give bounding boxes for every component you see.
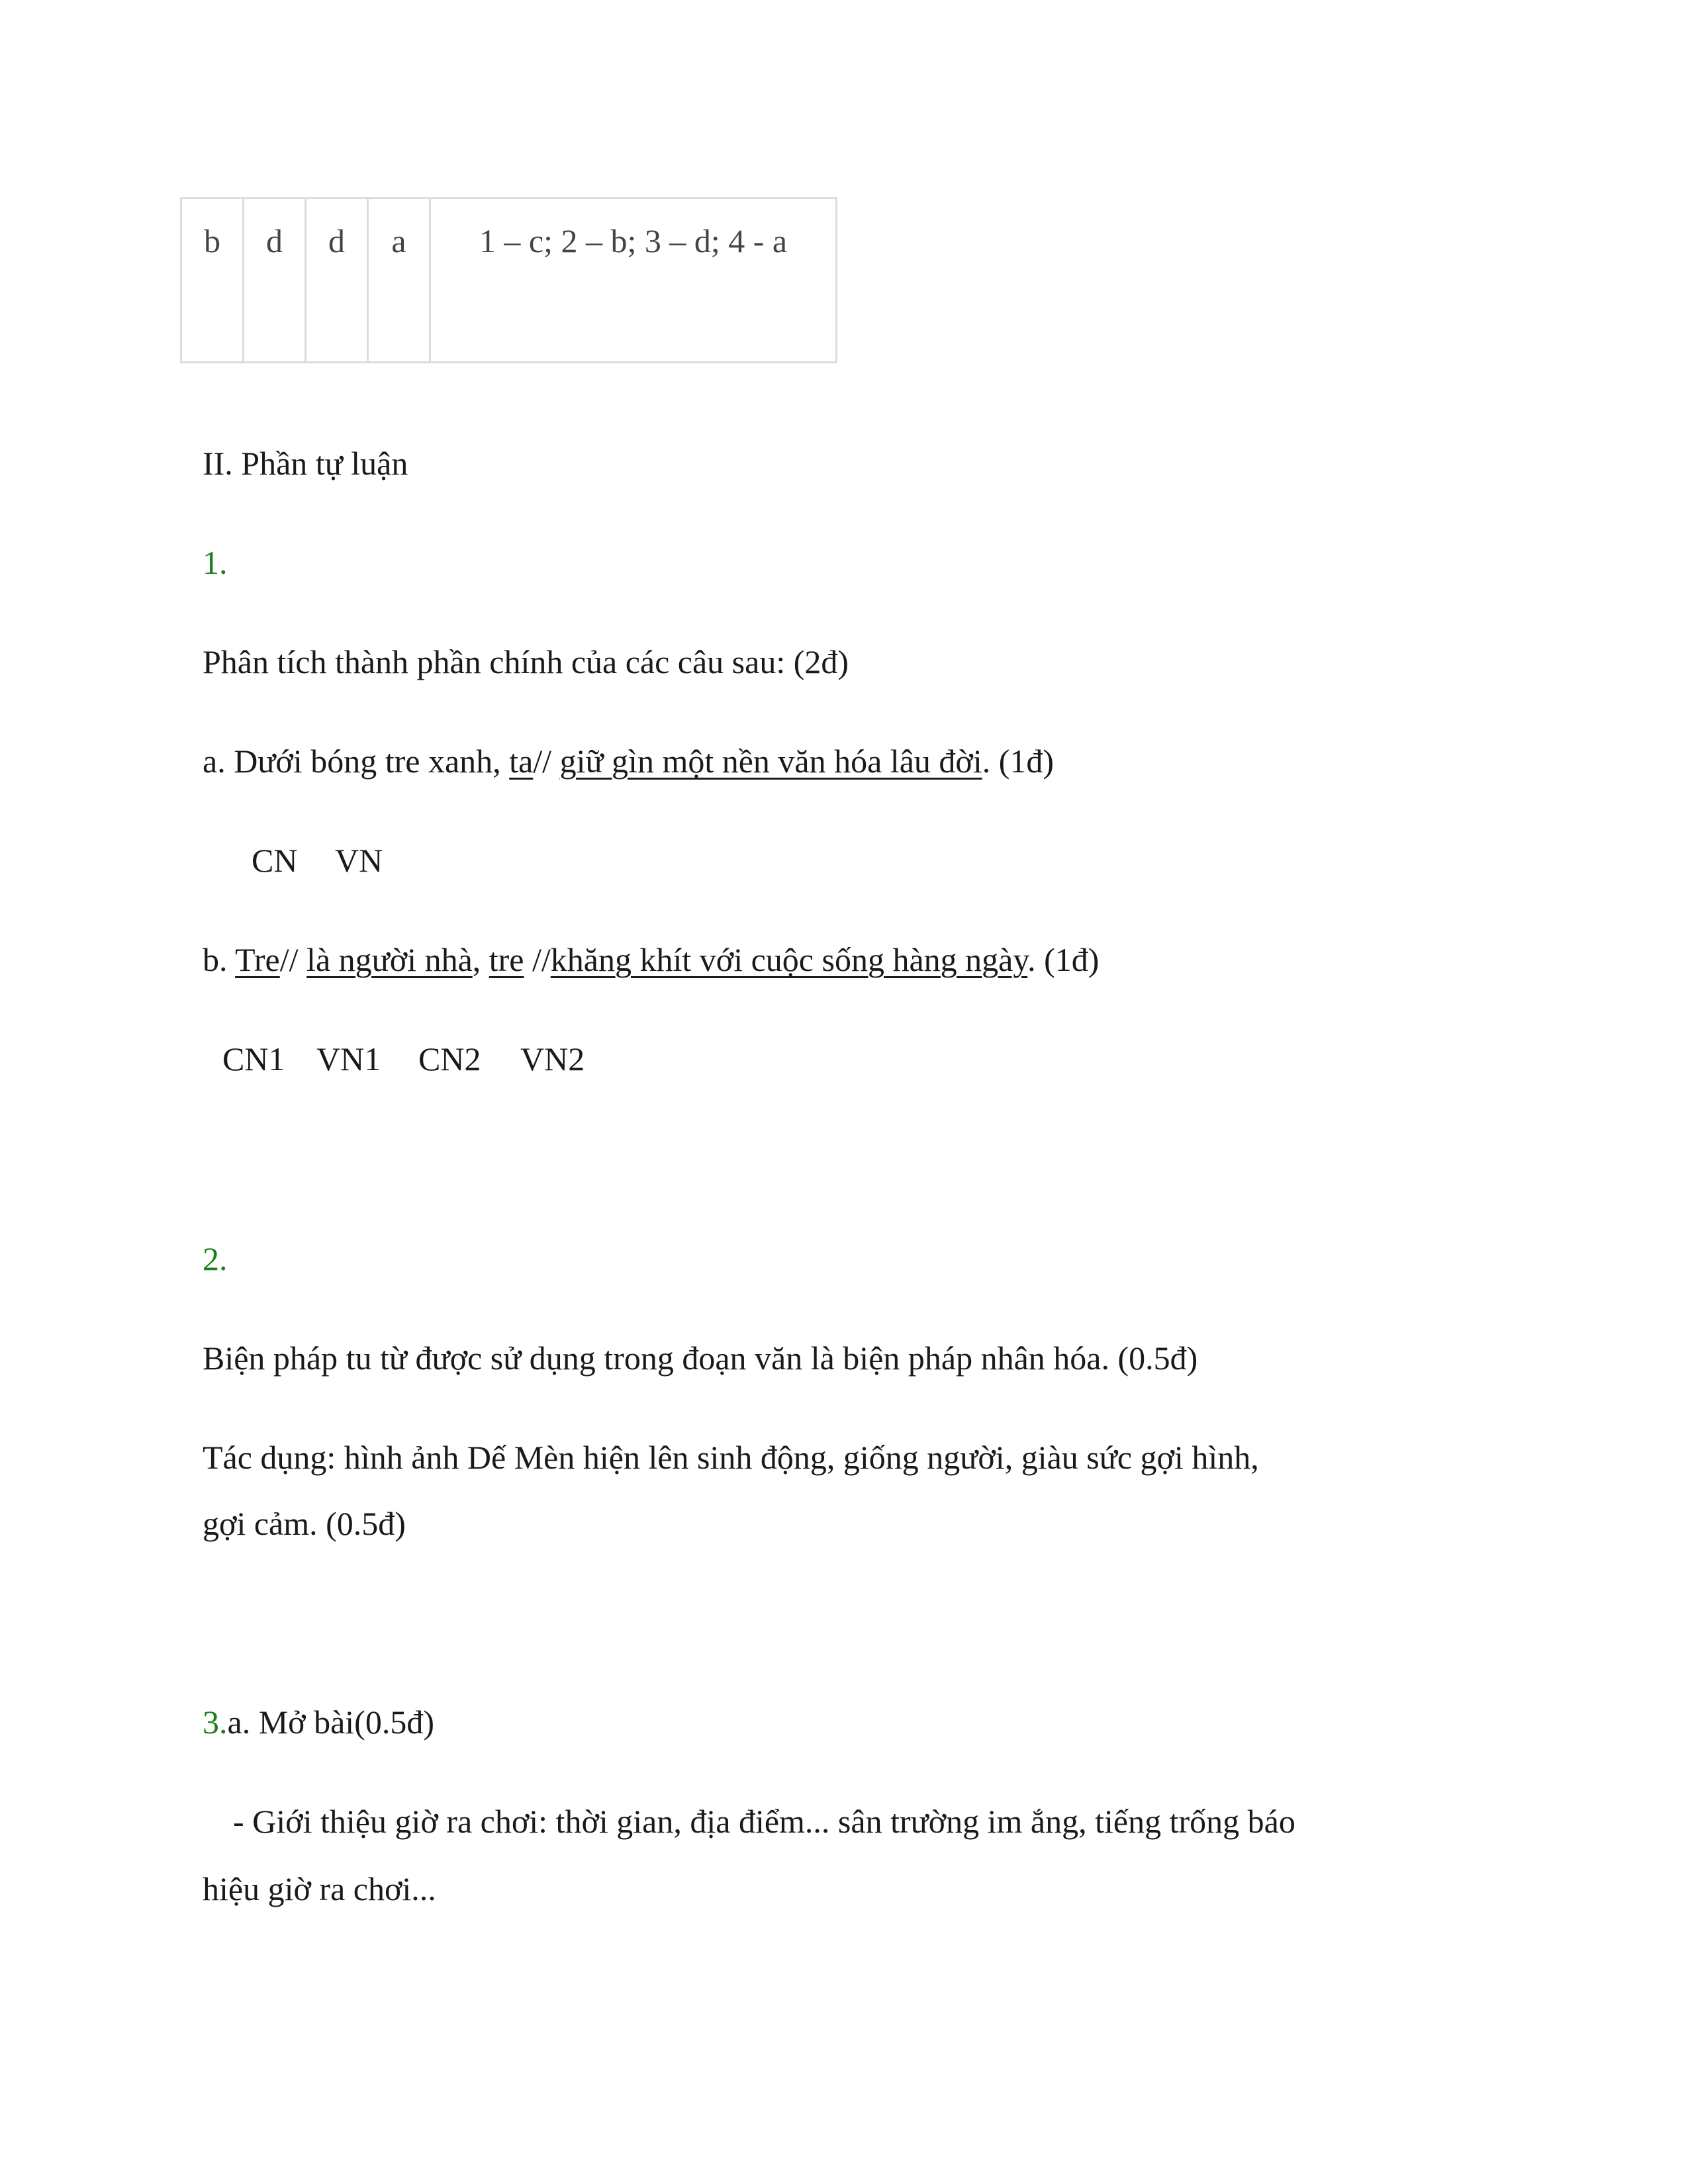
table-row [181, 199, 837, 363]
sentence-b-separator-1: // [279, 941, 307, 978]
label-cn: CN [252, 842, 298, 879]
sentence-b-subject-1: Tre [235, 941, 280, 978]
section-title: II. Phần tự luận [203, 445, 408, 482]
label-cn2: CN2 [418, 1040, 481, 1077]
q3-line-1: - Giới thiệu giờ ra chơi: thời gian, địa điểm... sân trường im ắng, tiếng trống báo [233, 1803, 1295, 1840]
q2-line-1: Biện pháp tu từ được sử dụng trong đoạn văn là biện pháp nhân hóa. (0.5đ) [203, 1340, 1198, 1377]
table-cell: b [181, 199, 244, 363]
sentence-a-prefix: a. Dưới bóng tre xanh, [203, 743, 510, 780]
q1-sentence-b [203, 940, 1099, 979]
sentence-b-subject-2: tre [489, 941, 524, 978]
sentence-a-suffix: . (1đ) [982, 743, 1055, 780]
table-cell: d [244, 199, 306, 363]
sentence-b-predicate-2: khăng khít với cuộc sống hàng ngày [550, 941, 1028, 978]
q3-heading-text: a. Mở bài(0.5đ) [227, 1704, 434, 1741]
sentence-b-comma: , [472, 941, 489, 978]
sentence-b-prefix: b. [203, 941, 236, 978]
sentence-a-separator: // [533, 743, 560, 780]
q3-heading [203, 1702, 434, 1742]
q1-sentence-a [203, 741, 1054, 781]
question-number-1: 1. [203, 544, 228, 581]
label-cn1: CN1 [222, 1040, 285, 1077]
q1-prompt: Phân tích thành phần chính của các câu sau: (2đ) [203, 643, 849, 680]
question-number-2: 2. [203, 1240, 228, 1277]
table-cell: a [368, 199, 430, 363]
answer-table [180, 197, 837, 363]
table-cell: 1 – c; 2 – b; 3 – d; 4 - a [430, 199, 837, 363]
label-vn: VN [335, 842, 383, 879]
sentence-a-predicate: giữ gìn một nền văn hóa lâu đời [559, 743, 982, 780]
q2-line-2: Tác dụng: hình ảnh Dế Mèn hiện lên sinh động, giống người, giàu sức gợi hình, [203, 1439, 1259, 1476]
table-cell: d [306, 199, 368, 363]
sentence-b-suffix: . (1đ) [1027, 941, 1100, 978]
question-number-3: 3. [203, 1704, 228, 1741]
q3-line-2: hiệu giờ ra chơi... [203, 1870, 436, 1907]
label-vn2: VN2 [520, 1040, 585, 1077]
sentence-b-separator-2: // [524, 941, 551, 978]
label-vn1: VN1 [316, 1040, 381, 1077]
sentence-b-predicate-1: là người nhà [306, 941, 473, 978]
sentence-a-subject: ta [509, 743, 534, 780]
q2-line-3: gợi cảm. (0.5đ) [203, 1505, 406, 1542]
